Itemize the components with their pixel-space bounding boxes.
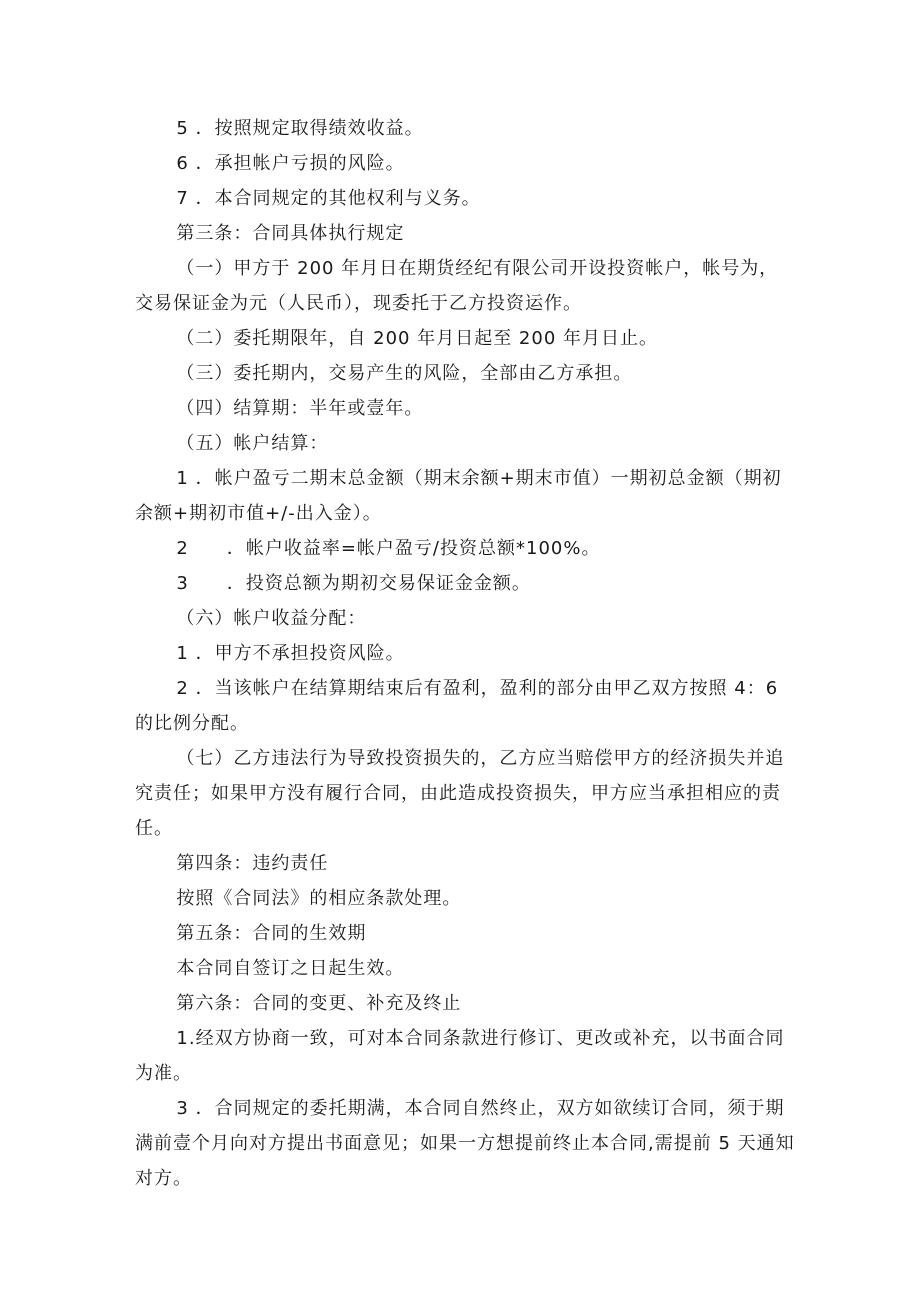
article-4-heading: 第四条：违约责任 [176, 853, 329, 874]
distribution-item-2: 2 ．当该帐户在结算期结束后有盈利，盈利的部分由甲乙双方按照 4：6 的比例分配。 [135, 678, 785, 734]
clause-item-5: 5 ．按照规定取得绩效收益。 [176, 118, 424, 139]
distribution-item-1: 1 ．甲方不承担投资风险。 [176, 643, 405, 664]
article-3-section-6: （六）帐户收益分配： [176, 608, 367, 629]
article-3-section-1: （一）甲方于 200 年月日在期货经纪有限公司开设投资帐户，帐号为，交易保证金为元（人民币），现委托于乙方投资运作。 [135, 258, 779, 314]
article-6-heading: 第六条：合同的变更、补充及终止 [176, 993, 462, 1014]
article-5-heading: 第五条：合同的生效期 [176, 923, 367, 944]
article-3-heading: 第三条：合同具体执行规定 [176, 223, 405, 244]
article-3-section-3: （三）委托期内，交易产生的风险，全部由乙方承担。 [176, 363, 633, 384]
article-3-section-5: （五）帐户结算： [176, 433, 329, 454]
settlement-item-1: 1 ．帐户盈亏二期末总金额（期末余额+期末市值）一期初总金额（期初余额+期初市值+/-出入金）。 [135, 468, 782, 524]
article-5-body: 本合同自签订之日起生效。 [176, 958, 405, 979]
article-6-item-1: 1.经双方协商一致，可对本合同条款进行修订、更改或补充，以书面合同为准。 [135, 1028, 785, 1084]
article-3-section-7: （七）乙方违法行为导致投资损失的，乙方应当赔偿甲方的经济损失并追究责任；如果甲方没有履行合同，由此造成投资损失，甲方应当承担相应的责任。 [135, 748, 785, 839]
document-body [135, 111, 795, 1196]
clause-item-7: 7 ．本合同规定的其他权利与义务。 [176, 188, 481, 209]
article-4-body: 按照《合同法》的相应条款处理。 [176, 888, 462, 909]
settlement-item-2: 2 ．帐户收益率=帐户盈亏/投资总额*100%。 [176, 538, 601, 559]
article-3-section-4: （四）结算期：半年或壹年。 [176, 398, 424, 419]
article-6-item-3: 3 ．合同规定的委托期满，本合同自然终止，双方如欲续订合同，须于期满前壹个月向对方提出书面意见；如果一方想提前终止本合同,需提前 5 天通知对方。 [135, 1098, 795, 1189]
article-3-section-2: （二）委托期限年，自 200 年月日起至 200 年月日止。 [176, 328, 658, 349]
clause-item-6: 6 ．承担帐户亏损的风险。 [176, 153, 405, 174]
settlement-item-3: 3 ．投资总额为期初交易保证金金额。 [176, 573, 531, 594]
